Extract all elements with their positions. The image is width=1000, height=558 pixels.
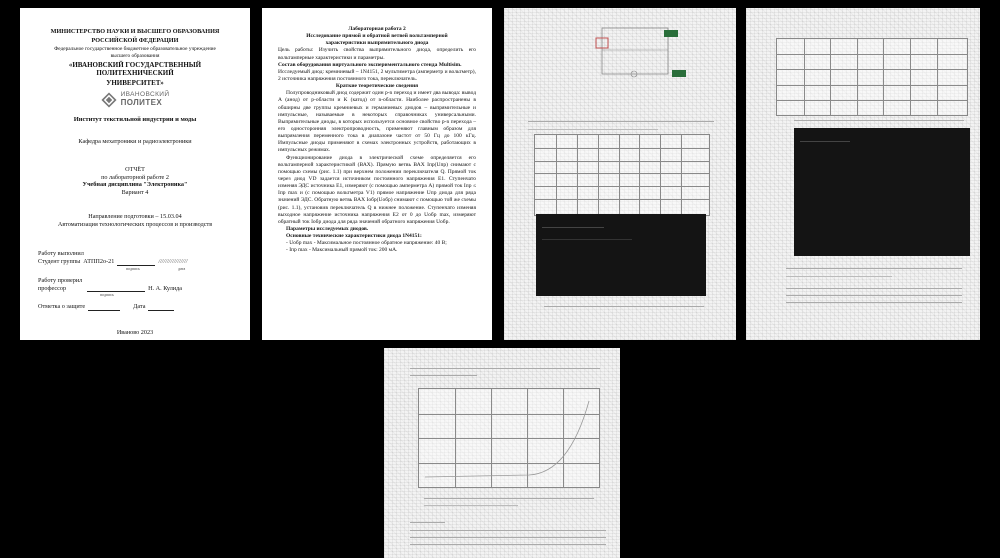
theory-paragraph: Функционирование диода в электрической схеме определяется его вольтамперной характеристикой (ВАХ). Прямую ветвь ВАХ Iпр(Uпр) снимают с помощью схемы (рис. 1.1) при верхнем положении переключателя Q. Прямой ток через диод VD задается источником постоянного напряжения E1. Ступенчато изменяя ЭДС источника E1, измеряют (с помощью амперметра A) прямой ток Iпр ≤ Iпр max и (с помощью вольтметра V1) прямое напряжение Uпр диода для ряда значений ЭДС. Обратную ветвь ВАХ Iобр(Uобр) снимают с помощью той же схемы (рис. 1.1), установив переключатель Q в нижнее положение. Ступенчато изменяя выходное напряжение источника напряжения E2 от 0 до Uобр max, измеряют обратный ток Iобр диода для ряда значений обратного напряжения Uобр. (278, 154, 476, 225)
ivanovo-polytech-logo-icon (101, 92, 117, 108)
department-name: Кафедра мехатроники и радиоэлектроники (78, 138, 192, 146)
direction-code: Направление подготовки – 15.03.04 (88, 212, 182, 220)
lab-description-page (262, 8, 492, 340)
checked-by-label: Работу проверил (38, 276, 83, 284)
lab-subtitle: характеристики выпрямительного диода (325, 40, 429, 47)
theory-title: Краткие теоретические сведения (335, 83, 419, 90)
params-subtitle: Основные технические характеристики диода 1N4151: (286, 233, 422, 240)
header-line: высшего образования (110, 53, 160, 60)
variant: Вариант 4 (121, 189, 149, 197)
professor-row (38, 285, 232, 293)
params-title: Параметры исследуемых диодов. (286, 225, 369, 232)
figures-page-1 (504, 8, 736, 340)
course-name: Учебная дисциплина "Электроника" (82, 181, 188, 189)
header-line: Федеральное государственное бюджетное образовательное учреждение (54, 45, 216, 52)
multimeter-icon (664, 30, 678, 37)
university-logo (38, 92, 232, 108)
stand-title: Состав оборудования виртуального экспериментального стенда Multisim. (278, 61, 462, 68)
figure-caption-blurred (528, 116, 714, 130)
institute-name: Институт текстильной индустрии и моды (73, 115, 197, 123)
defense-label: Отметка о защите (38, 303, 86, 311)
param-item: - Uобр max - Максимальное постоянное обратное напряжение: 40 В; (286, 240, 447, 247)
oscilloscope-screen (794, 128, 970, 256)
figure-caption-blurred (794, 116, 964, 121)
text-blurred (410, 364, 600, 376)
university-name: УНИВЕРСИТЕТ» (106, 79, 164, 88)
circuit-diagram (584, 22, 694, 92)
signature-line (87, 285, 145, 292)
report-title: ОТЧЁТ (125, 165, 145, 173)
goal-paragraph: Цель работы: Изучить свойства выпрямительного диода, определить его вольтамперные характеристики и параметры. (278, 47, 476, 61)
signature-caption: подпись (126, 265, 140, 271)
text-blurred (786, 284, 962, 303)
figure-caption-blurred (786, 264, 962, 277)
header-line: МИНИСТЕРСТВО НАУКИ И ВЫСШЕГО ОБРАЗОВАНИЯ (50, 28, 220, 35)
figures-page-3 (384, 348, 620, 558)
student-row (38, 258, 232, 266)
direction-name: Автоматизация технологических процессов и производств (57, 220, 213, 228)
footer-city-year: Иваново 2023 (116, 329, 154, 337)
report-subtitle: по лабораторной работе 2 (101, 173, 169, 181)
multimeter-icon (672, 70, 686, 77)
header-line: РОССИЙСКОЙ ФЕДЕРАЦИИ (91, 36, 179, 44)
logo-text-line2: ПОЛИТЕХ (120, 98, 163, 108)
defense-date-line (148, 304, 174, 311)
vac-graph (418, 388, 600, 488)
measurement-table (776, 38, 968, 116)
lab-title: Лабораторная работа 2 (348, 26, 406, 32)
logo-text-line1: ИВАНОВСКИЙ (120, 91, 170, 99)
measurement-table (534, 134, 710, 216)
group-number: АТПП2о-21 (83, 258, 115, 266)
defense-line (88, 304, 120, 311)
done-by-label: Работу выполнил (38, 250, 84, 258)
oscilloscope-screen (536, 214, 706, 296)
figures-page-2 (746, 8, 980, 340)
university-name: «ИВАНОВСКИЙ ГОСУДАРСТВЕННЫЙ ПОЛИТЕХНИЧЕСКИЙ (68, 60, 202, 78)
title-page (20, 8, 250, 340)
student-label: Студент группы (38, 258, 81, 266)
date-caption: дата (177, 265, 186, 271)
professor-name: Н. А. Кулида (148, 284, 182, 292)
param-item: - Iпр max - Максимальный прямой ток: 200 мА. (286, 247, 398, 254)
defense-date-label: Дата (133, 303, 146, 311)
signature-caption: подпись (100, 292, 114, 298)
signature-line (117, 259, 155, 266)
figure-caption-blurred (544, 302, 704, 307)
vac-curve (419, 389, 599, 487)
handwritten-signature: ///////////////// (158, 258, 188, 266)
defense-row (38, 303, 232, 311)
figure-caption-blurred (424, 494, 594, 506)
theory-paragraph: Полупроводниковый диод содержит один p-n переход и имеет два вывода: вывод А (анод) от p-области и К (катод) от n-области. Наиболее распространены в обширны две группы кремниевых и германиевых диодов – выпрямительные и импульсные, называемые в некоторых справочниках универсальными. Выпрямительные диоды, в которых используется основное свойство p-n перехода – его односторонняя электропроводность, применяют главным образом для выпрямления переменного тока в диапазоне частот от 50 Гц до 100 кГц. Импульсные диоды применяют в схемах электронных устройств, работающих в импульсных режимах. (278, 90, 476, 154)
stand-paragraph: Исследуемый диод: кремниевый – 1N4151, 2 мультиметра (амперметр и вольтметр), 2 источника напряжения постоянного тока, переключатель. (278, 68, 476, 82)
lab-subtitle: Исследование прямой и обратной ветвей вольтамперной (306, 33, 448, 40)
circuit-wire (602, 28, 668, 74)
conclusion-blurred (410, 518, 606, 545)
professor-label: профессор (38, 284, 67, 292)
